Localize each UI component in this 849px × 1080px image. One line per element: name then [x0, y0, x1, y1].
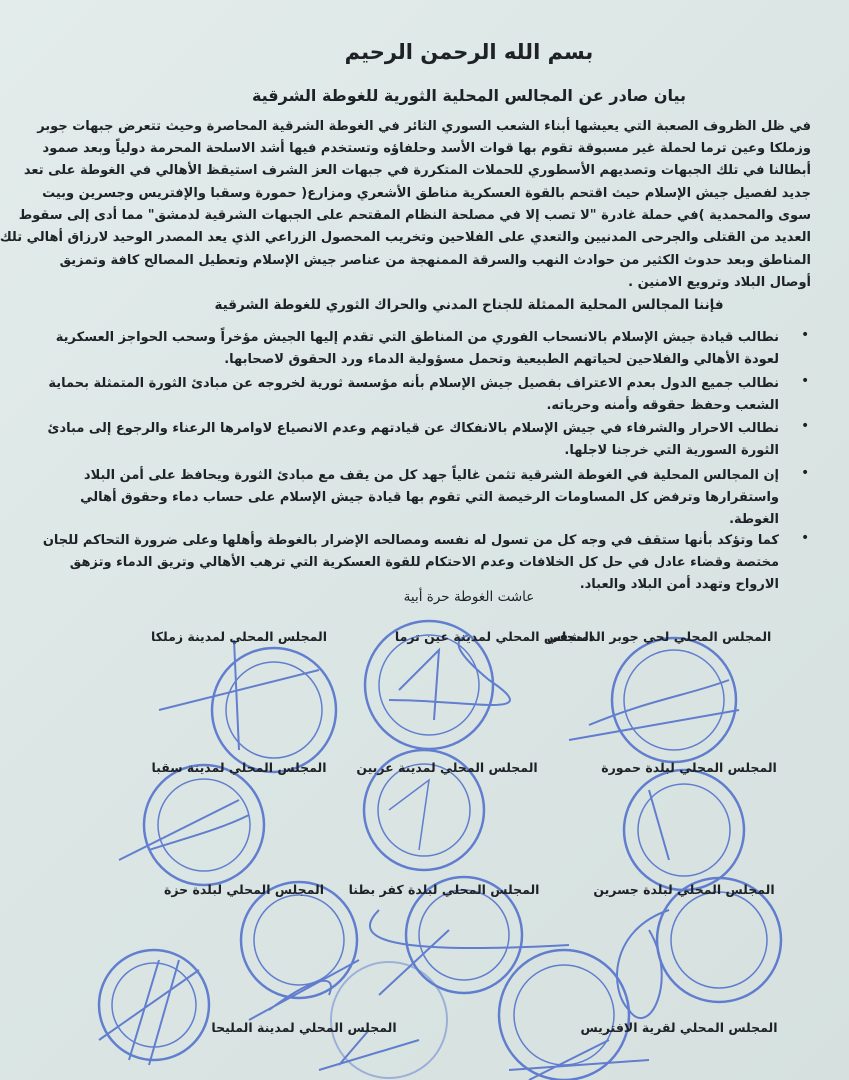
- stamps-and-signatures: [89, 600, 849, 1080]
- bullet-line: نطالب قيادة جيش الإسلام بالانسحاب الفوري من المناطق التي تقدم إليها الجيش مؤخراً وسحب الحواجز العسكرية: [55, 330, 779, 345]
- signatory-label: المجلس المحلي لمدينة عربين: [356, 760, 538, 775]
- stamp-hamoura: [624, 770, 744, 890]
- bullet-line: نطالب الاحرار والشرفاء في جيش الإسلام بالانفكاك عن قيادتهم وعدم الانصياع لاوامرها الرعناء والرجوع إلى مبادئ: [47, 421, 779, 436]
- intro-line: أبطالنا في تلك الجبهات وتصديهم الأسطوري للحملات المتكررة في جبهات العز الشرف استيقظ الأهالي في الغوطة على تعد: [23, 163, 811, 178]
- bullet-line: كما وتؤكد بأنها ستقف في وجه كل من تسول له نفسه ومصالحه الإضرار بالغوطة وأهلها وعلى ضرورة التحاكم للجان: [42, 533, 779, 548]
- bullet-icon: •: [801, 373, 810, 389]
- bullet-icon: •: [801, 530, 810, 546]
- bullet-line: الثورة السورية التي خرجنا لاجلها.: [564, 443, 779, 458]
- signatory-label: المجلس المحلي لمدينة عين ترما: [394, 629, 594, 644]
- intro-line: المناطق وبعد حدوث الكثير من حوادث النهب والسرقة الممنهجة من عناصر جيش الإسلام وتعطيل المصالح كافة وتمزيق: [59, 253, 811, 268]
- bullet-line: مختصة وقضاء عادل في حل كل الخلافات وعدم الاحتكام للقوة العسكرية التي ترهب الأهالي وتريق الدماء وتزهق: [69, 555, 779, 570]
- stamp-mleiha: [99, 950, 209, 1065]
- stamp-aftris: [499, 950, 649, 1080]
- bullet-icon: •: [801, 327, 810, 343]
- signatory-label: المجلس المحلي لبلدة حمورة: [601, 760, 777, 775]
- signatory-label: المجلس المحلي لبلدة كفر بطنا: [348, 882, 540, 897]
- signatory-label: المجلس المحلي لحي جوبر الدمشقي: [546, 629, 772, 644]
- signatory-label: المجلس المحلي لبلدة جسرين: [593, 882, 775, 897]
- bullet-line: الارواح وتهدد أمن البلاد والعباد.: [579, 577, 779, 592]
- signatory-label: المجلس المحلي لبلدة حزة: [164, 882, 324, 897]
- document-title: بيان صادر عن المجالس المحلية الثورية للغوطة الشرقية: [251, 86, 687, 105]
- signatory-label: المجلس المحلي لمدينة زملكا: [151, 629, 327, 644]
- intro-line: وزملكا وعين ترما لحملة غير مسبوقة تقوم بها قوات الأسد وحلفاؤه وتستخدم فيها أشد الاسلحة المحرمة دولياً وبعد صمود: [42, 141, 811, 156]
- bullet-icon: •: [801, 418, 810, 434]
- bullet-line: واستقرارها وترفض كل المساومات الرخيصة التي تقوم بها قيادة جيش الإسلام على حساب دماء وحقوق أهالي: [80, 490, 779, 505]
- intro-line: جديد لفصيل جيش الإسلام حيث اقتحم بالقوة العسكرية مناطق الأشعري ومزارع( حمورة وسقبا والإفتريس وجسرين وبيت: [42, 186, 811, 201]
- stamp-hazza: [241, 882, 359, 1020]
- bullet-icon: •: [801, 465, 810, 481]
- stamp-zamalka: [159, 640, 336, 772]
- signatory-label: المجلس المحلي لمدينة المليحا: [211, 1020, 397, 1035]
- bullet-line: الغوطة.: [729, 512, 779, 527]
- basmala: بسم الله الرحمن الرحيم: [344, 40, 594, 64]
- intro-line: سوى والمحمدية )في حملة غادرة "لا تصب إلا في مصلحة النظام المقتحم على الجبهات الشرقية لدمشق" مما أدى إلى سقوط: [18, 208, 811, 223]
- signatory-label: المجلس المحلي لقرية الافتريس: [580, 1020, 778, 1035]
- intro-line: أوصال البلاد وترويع الامنين .: [628, 275, 811, 290]
- bullet-line: إن المجالس المحلية في الغوطة الشرقية تثمن غالياً جهد كل من يقف مع مبادئ الثورة ويحافظ على أمن البلاد: [83, 468, 779, 483]
- closing-slogan: عاشت الغوطة حرة أبية: [403, 589, 535, 605]
- bullet-line: لعودة الأهالي والفلاحين لحياتهم الطبيعية وتحمل مسؤولية الدماء ورد الحقوق لاصحابها.: [224, 352, 779, 367]
- stamp-saqba: [119, 765, 264, 885]
- bullet-line: نطالب جميع الدول بعدم الاعتراف بفصيل جيش الإسلام بأنه مؤسسة ثورية لخروجه عن مبادئ الثورة المتمثلة بحماية: [48, 376, 779, 391]
- intro-line: العديد من القتلى والجرحى المدنيين والتعدي على الفلاحين وتخريب المحصول الزراعي الذي يعد المصدر الوحيد لارزاق أهالي تلك: [0, 230, 811, 245]
- subheading: فإننا المجالس المحلية الممثلة للجناح المدني والحراك الثوري للغوطة الشرقية: [214, 297, 724, 313]
- stamp-jisreen: [617, 878, 781, 1018]
- intro-line: في ظل الظروف الصعبة التي يعيشها أبناء الشعب السوري الثائر في الغوطة الشرقية المحاصرة وحيث تتعرض جبهات جوبر: [37, 119, 811, 134]
- stamp-jobar: [569, 638, 739, 762]
- bullet-line: الشعب وحفظ حقوقه وأمنه وحرياته.: [546, 398, 779, 413]
- signatory-label: المجلس المحلي لمدينة سقبا: [151, 760, 327, 775]
